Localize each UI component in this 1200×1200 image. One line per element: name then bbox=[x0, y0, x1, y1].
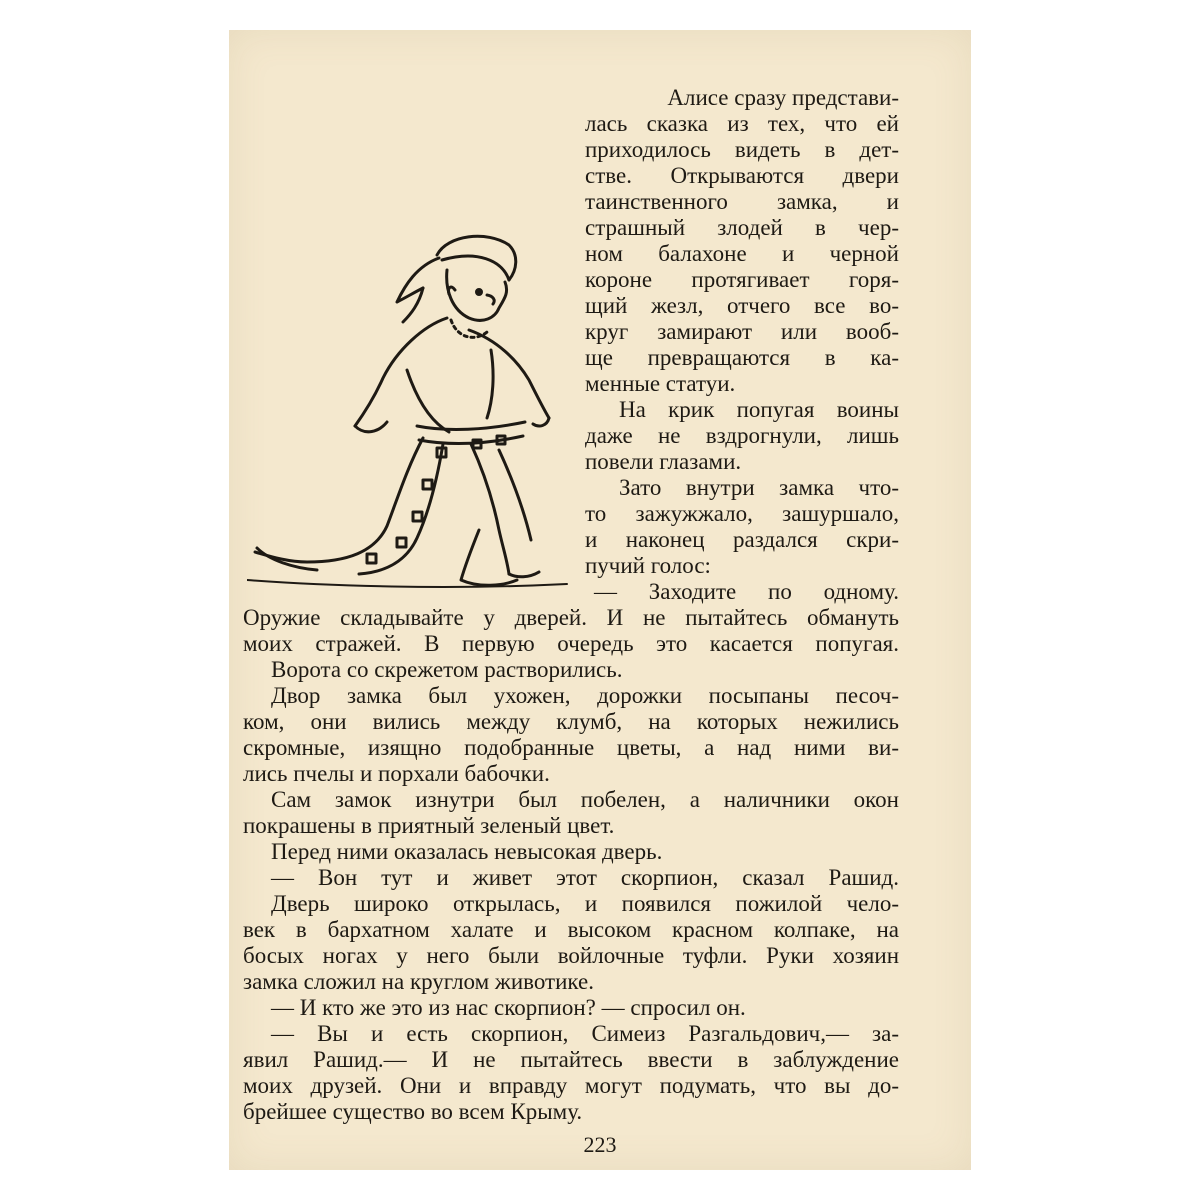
illustration-figure bbox=[247, 200, 577, 600]
text-line: лись пчелы и порхали бабочки. bbox=[243, 761, 550, 786]
text-line: пучий голос: bbox=[585, 553, 711, 578]
text-line: брейшее существо во всем Крыму. bbox=[243, 1099, 583, 1124]
text-line: щий жезл, отчего все во- bbox=[585, 293, 899, 318]
text-line: то зажужжало, зашуршало, bbox=[585, 501, 899, 526]
text-line: ще превращаются в ка- bbox=[585, 345, 899, 370]
text-line: таинственного замка, и bbox=[585, 189, 899, 214]
text-line: Двор замка был ухожен, дорожки посыпаны песоч- bbox=[271, 683, 899, 708]
text-line: Оружие складывайте у дверей. И не пытайтесь обмануть bbox=[243, 605, 899, 630]
text-line: скромные, изящно подобранные цветы, а над ними ви- bbox=[243, 735, 899, 760]
text-line: — Вы и есть скорпион, Симеиз Разгальдович,— за- bbox=[271, 1021, 899, 1046]
text-line: стве. Открываются двери bbox=[585, 163, 899, 188]
text-line: замка сложил на круглом животике. bbox=[243, 969, 594, 994]
text-line: лась сказка из тех, что ей bbox=[585, 111, 899, 136]
text-line: круг замирают или вооб- bbox=[585, 319, 899, 344]
text-line: даже не вздрогнули, лишь bbox=[585, 423, 899, 448]
text-line: — Заходите по одному. bbox=[594, 579, 899, 604]
text-line: ном балахоне и черной bbox=[585, 241, 899, 266]
text-line: Зато внутри замка что- bbox=[619, 475, 899, 500]
page-number: 223 bbox=[583, 1132, 617, 1157]
text-line: Ворота со скрежетом растворились. bbox=[271, 657, 623, 682]
text-line: — Вон тут и живет этот скорпион, сказал Рашид. bbox=[271, 865, 899, 890]
text-line: Алисе сразу представи- bbox=[667, 85, 899, 110]
text-line: босых ногах у него были войлочные туфли. Руки хозяин bbox=[243, 943, 899, 968]
text-line: На крик попугая воины bbox=[619, 397, 899, 422]
text-line: короне протягивает горя- bbox=[585, 267, 899, 292]
text-line: Дверь широко открылась, и появился пожилой чело- bbox=[271, 891, 899, 916]
text-line: Сам замок изнутри был побелен, а наличники окон bbox=[271, 787, 899, 812]
book-page bbox=[229, 30, 971, 1170]
text-line: приходилось видеть в дет- bbox=[585, 137, 899, 162]
text-line: век в бархатном халате и высоком красном колпаке, на bbox=[243, 917, 899, 942]
text-line: ком, они вились между клумб, на которых нежились bbox=[243, 709, 899, 734]
text-line: повели глазами. bbox=[585, 449, 742, 474]
text-line: страшный злодей в чер- bbox=[585, 215, 899, 240]
text-line: Перед ними оказалась невысокая дверь. bbox=[271, 839, 663, 864]
text-line: моих друзей. Они и вправду могут подумать, что вы до- bbox=[243, 1073, 899, 1098]
text-line: покрашены в приятный зеленый цвет. bbox=[243, 813, 615, 838]
text-line: явил Рашид.— И не пытайтесь ввести в заблуждение bbox=[243, 1047, 899, 1072]
text-line: и наконец раздался скри- bbox=[585, 527, 899, 552]
text-line: моих стражей. В первую очередь это касается попугая. bbox=[243, 631, 899, 656]
text-line: — И кто же это из нас скорпион? — спросил он. bbox=[271, 995, 746, 1020]
text-line: менные статуи. bbox=[585, 371, 736, 396]
